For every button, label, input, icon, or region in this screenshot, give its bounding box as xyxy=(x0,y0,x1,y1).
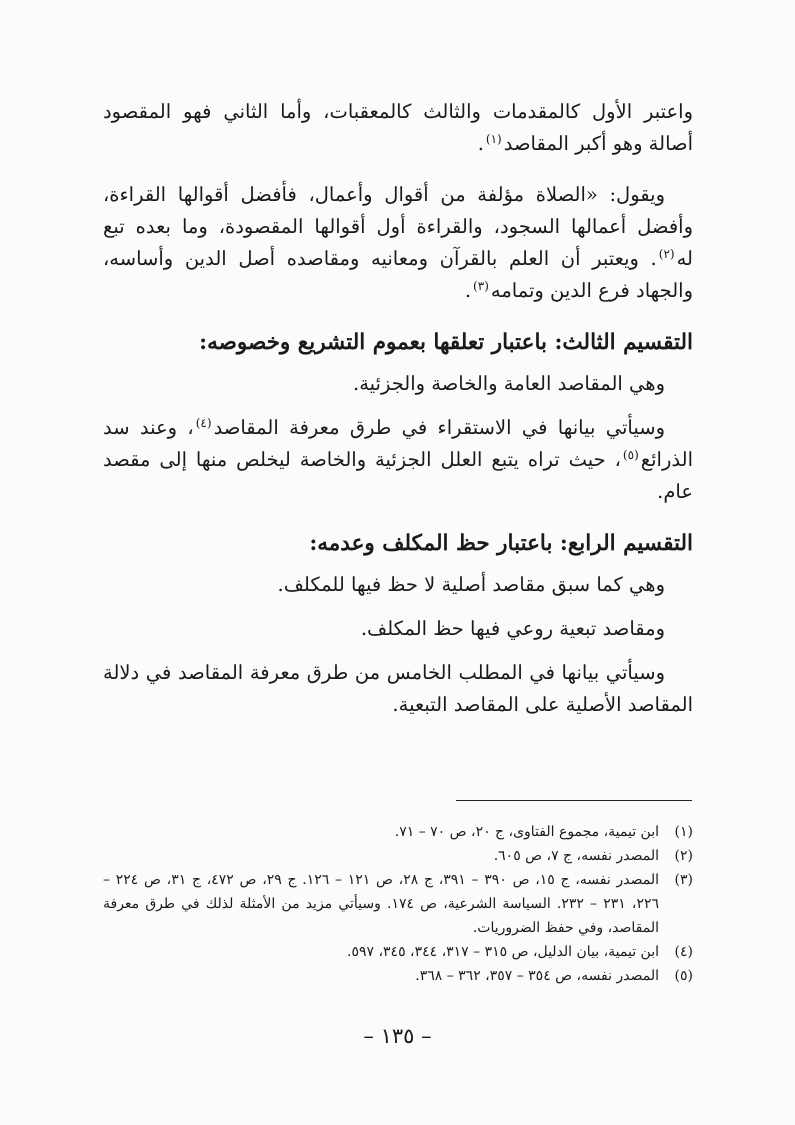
paragraph-4-text-b: ، وعند سد الذرائع xyxy=(103,416,693,471)
paragraph-1-end: . xyxy=(477,132,484,155)
footnote-ref-2[interactable]: (٢) xyxy=(658,246,675,261)
footnote-ref-5[interactable]: (٥) xyxy=(622,447,639,462)
footnote-item xyxy=(103,868,693,940)
paragraph-5: وهي كما سبق مقاصد أصلية لا حظ فيها للمكلف. xyxy=(277,573,665,596)
paragraph-3: وهي المقاصد العامة والخاصة والجزئية. xyxy=(353,372,665,395)
footnote-item xyxy=(103,820,693,844)
paragraph-7: وسيأتي بيانها في المطلب الخامس من طرق معرفة المقاصد في دلالة المقاصد الأصلية على المقاصد التبعية. xyxy=(103,661,693,716)
footnote-number: (٢) xyxy=(674,848,693,864)
footnote-text: المصدر نفسه، ج ١٥، ص ٣٩٠ – ٣٩١، ج ٢٨، ص ١٢١ – ١٢٦. ج ٢٩، ص ٤٧٢، ج ٣١، ص ٢٢٤ – ٢٢٦، ٢٣١ – ٢٣٢. السياسة الشرعية، ص ١٧٤. وسيأتي مزيد من الأمثلة لذلك في طرق معرفة المقاصد، وفي حفظ الضروريات. xyxy=(103,872,659,936)
section-heading-3: التقسيم الثالث: باعتبار تعلقها بعموم التشريع وخصوصه: xyxy=(199,330,693,355)
footnote-ref-1[interactable]: (١) xyxy=(485,131,502,146)
footnote-text: المصدر نفسه، ج ٧، ص ٦٠٥. xyxy=(493,848,659,864)
paragraph-4-text-a: وسيأتي بيانها في الاستقراء في طرق معرفة المقاصد xyxy=(213,416,665,439)
page-number: – ١٣٥ – xyxy=(363,1024,432,1048)
footnote-item xyxy=(103,964,693,988)
paragraph-2 xyxy=(103,179,693,307)
paragraph-2-text-b: . ويعتبر أن العلم بالقرآن ومعانيه ومقاصده أصل الدين وأساسه، والجهاد فرع الدين وتمامه xyxy=(103,247,693,302)
footnote-number: (٣) xyxy=(674,872,693,888)
paragraph-2-end: . xyxy=(464,279,472,302)
section-heading-4: التقسيم الرابع: باعتبار حظ المكلف وعدمه: xyxy=(309,531,693,556)
paragraph-2-text-a: ويقول: «الصلاة مؤلفة من أقوال وأعمال، فأفضل أقوالها القراءة، وأفضل أعمالها السجود، والقراءة أول أقوالها المقصودة، وما بعده تبع له xyxy=(103,183,693,270)
paragraph-6: ومقاصد تبعية روعي فيها حظ المكلف. xyxy=(360,617,665,640)
paragraph-4 xyxy=(103,412,693,508)
footnote-number: (٥) xyxy=(674,968,693,984)
footnotes xyxy=(103,820,693,988)
paragraph-1 xyxy=(103,96,693,160)
footnote-text: ابن تيمية، بيان الدليل، ص ٣١٥ – ٣١٧، ٣٤٤، ٣٤٥، ٥٩٧. xyxy=(347,944,659,960)
footnote-text: المصدر نفسه، ص ٣٥٤ – ٣٥٧، ٣٦٢ – ٣٦٨. xyxy=(415,968,659,984)
page-body xyxy=(103,96,693,740)
paragraph-1-text: واعتبر الأول كالمقدمات والثالث كالمعقبات، وأما الثاني فهو المقصود أصالة وهو أكبر المقاصد xyxy=(103,100,693,155)
footnote-ref-4[interactable]: (٤) xyxy=(195,415,212,430)
footnote-ref-3[interactable]: (٣) xyxy=(473,278,489,293)
footnote-item xyxy=(103,940,693,964)
footnote-text: ابن تيمية، مجموع الفتاوى، ج ٢٠، ص ٧٠ – ٧١. xyxy=(394,824,659,840)
footnote-number: (١) xyxy=(674,824,693,840)
paragraph-4-text-c: ، حيث تراه يتبع العلل الجزئية والخاصة ليخلص منها إلى مقصد عام. xyxy=(103,448,693,503)
footnote-divider xyxy=(456,800,692,801)
footnote-number: (٤) xyxy=(674,944,693,960)
footnote-item xyxy=(103,844,693,868)
